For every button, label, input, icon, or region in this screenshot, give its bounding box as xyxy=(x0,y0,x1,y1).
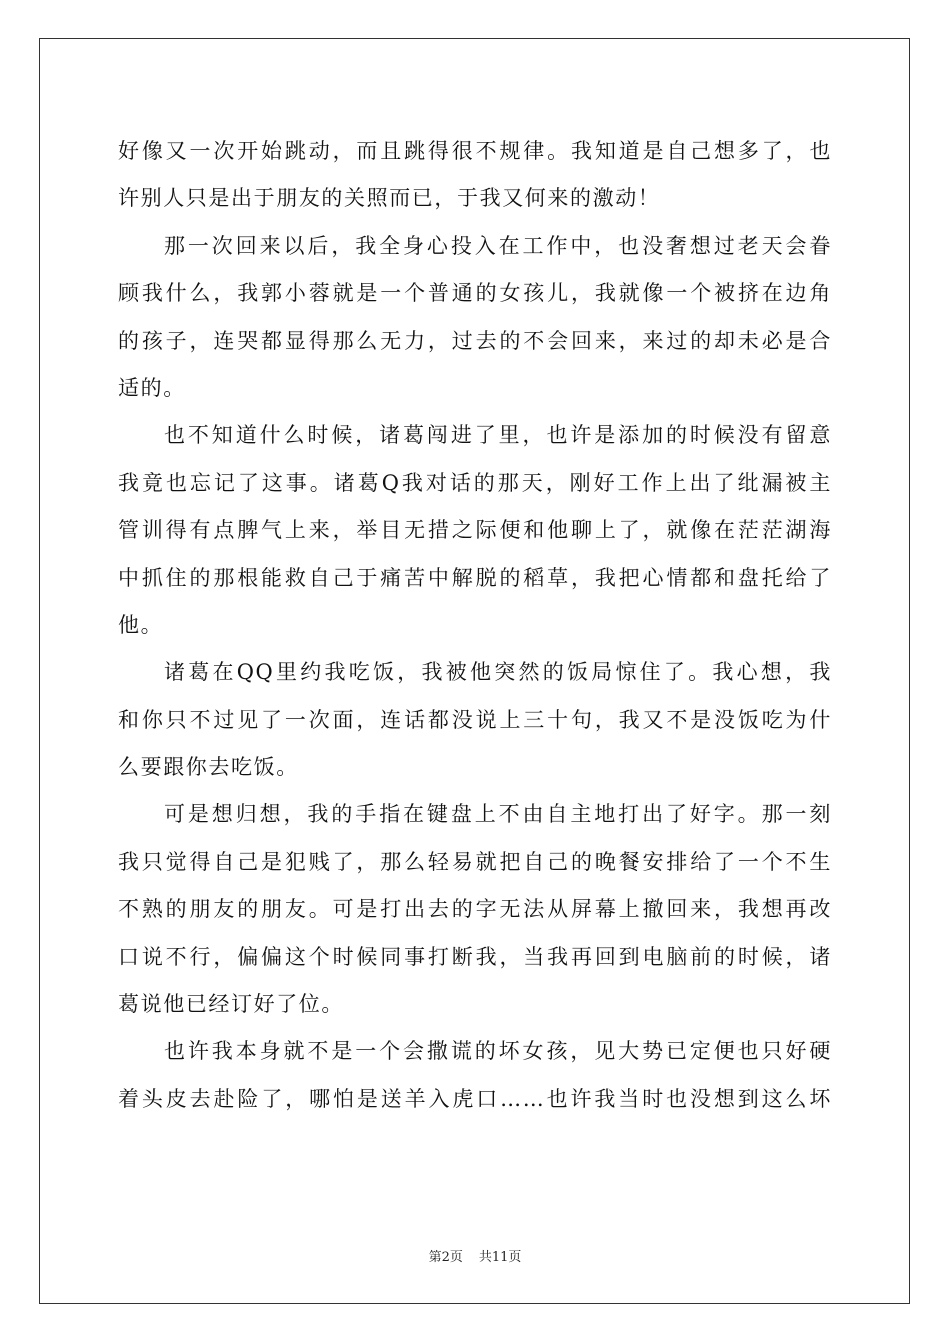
document-body xyxy=(118,128,832,1123)
text-line: 管训得有点脾气上来，举目无措之际便和他聊上了，就像在茫茫湖海 xyxy=(118,518,832,543)
page-footer xyxy=(0,1246,950,1265)
text-line: 着头皮去赴险了，哪怕是送羊入虎口……也许我当时也没想到这么坏 xyxy=(118,1086,832,1111)
page-total: 共11页 xyxy=(478,1250,522,1265)
text-line: 葛说他已经订好了位。 xyxy=(118,992,344,1017)
text-line: 和你只不过见了一次面，连话都没说上三十句，我又不是没饭吃为什 xyxy=(118,707,832,732)
text-line: 也许我本身就不是一个会撒谎的坏女孩，见大势已定便也只好硬 xyxy=(164,1039,832,1064)
text-line: 那一次回来以后，我全身心投入在工作中，也没奢想过老天会眷 xyxy=(164,233,832,258)
text-line: 顾我什么，我郭小蓉就是一个普通的女孩儿，我就像一个被挤在边角 xyxy=(118,281,832,306)
text-line: 他。 xyxy=(118,612,164,637)
text-line: 我竟也忘记了这事。诸葛Q我对话的那天，刚好工作上出了纰漏被主 xyxy=(118,470,832,495)
text-line: 我只觉得自己是犯贱了，那么轻易就把自己的晚餐安排给了一个不生 xyxy=(118,849,832,874)
text-line: 许别人只是出于朋友的关照而已，于我又何来的激动！ xyxy=(118,186,661,211)
text-line: 适的。 xyxy=(118,375,186,400)
text-line: 口说不行，偏偏这个时候同事打断我，当我再回到电脑前的时候，诸 xyxy=(118,944,832,969)
text-line: 么要跟你去吃饭。 xyxy=(118,755,299,780)
page-number: 第2页 xyxy=(428,1250,463,1265)
text-line: 好像又一次开始跳动，而且跳得很不规律。我知道是自己想多了，也 xyxy=(118,139,832,163)
text-line: 可是想归想，我的手指在键盘上不由自主地打出了好字。那一刻 xyxy=(164,802,832,827)
text-line: 中抓住的那根能救自己于痛苦中解脱的稻草，我把心情都和盘托给了 xyxy=(118,565,832,590)
text-line: 也不知道什么时候，诸葛闯进了里，也许是添加的时候没有留意 xyxy=(164,423,832,448)
text-line: 的孩子，连哭都显得那么无力，过去的不会回来，来过的却未必是合 xyxy=(118,328,832,353)
text-line: 诸葛在QQ里约我吃饭，我被他突然的饭局惊住了。我心想，我 xyxy=(164,660,832,685)
text-line: 不熟的朋友的朋友。可是打出去的字无法从屏幕上撤回来，我想再改 xyxy=(118,897,832,922)
